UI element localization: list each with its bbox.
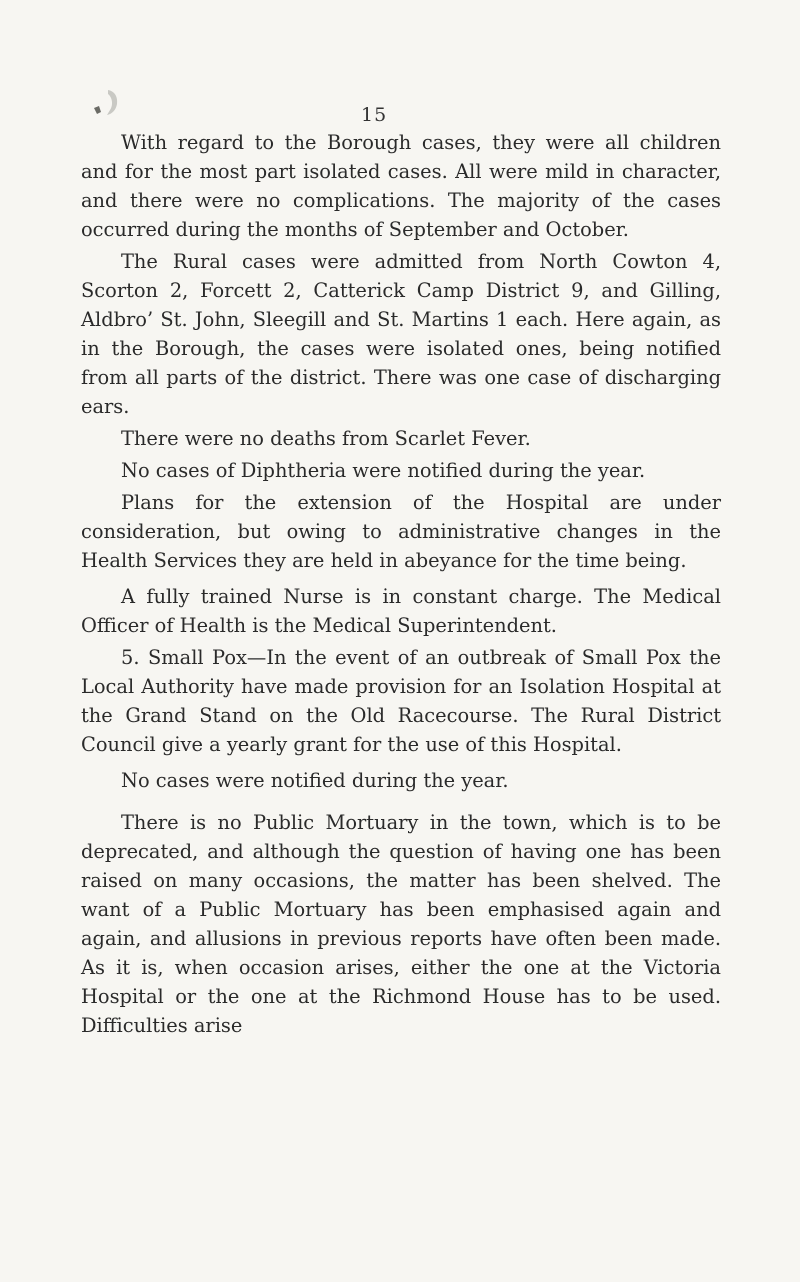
paragraph-hospital-extension: Plans for the extension of the Hospital are under consideration, but owing to administrative changes in the Health Services they are held in abeyance for the time being. xyxy=(81,491,721,572)
paragraph-small-pox: 5. Small Pox—In the event of an outbreak of Small Pox the Local Authority have made provision for an Isolation Hospital at the Grand Stand on the Old Racecourse. The Rural District Council give a yearly grant for the use of this Hospital. xyxy=(81,646,721,756)
paragraph-borough-cases: With regard to the Borough cases, they were all children and for the most part isolated cases. All were mild in character, and there were no complications. The majority of the cases occurred during the months of September and October. xyxy=(81,131,721,241)
page-number: 15 xyxy=(361,104,388,126)
body-text xyxy=(81,128,721,1040)
paragraph-rural-cases: The Rural cases were admitted from North Cowton 4, Scorton 2, Forcett 2, Catterick Camp District 9, and Gilling, Aldbro’ St. John, Sleegill and St. Martins 1 each. Here again, as in the Borough, the cases were isolated ones, being notified from all parts of the district. There was one case of discharging ears. xyxy=(81,250,721,418)
paragraph-nurse: A fully trained Nurse is in constant charge. The Medical Officer of Health is the Medical Superintendent. xyxy=(81,585,721,637)
paragraph-mortuary: There is no Public Mortuary in the town, which is to be deprecated, and although the question of having one has been raised on many occasions, the matter has been shelved. The want of a Public Mortuary has been emphasised again and again, and allusions in previous reports have often been made. As it is, when occasion arises, either the one at the Victoria Hospital or the one at the Richmond House has to be used. Difficulties arise xyxy=(81,811,721,1037)
ink-blot-mark xyxy=(90,88,120,116)
paragraph-no-cases: No cases were notified during the year. xyxy=(121,769,509,792)
paragraph-diphtheria: No cases of Diphtheria were notified during the year. xyxy=(121,459,646,482)
paragraph-scarlet-fever-deaths: There were no deaths from Scarlet Fever. xyxy=(121,427,531,450)
